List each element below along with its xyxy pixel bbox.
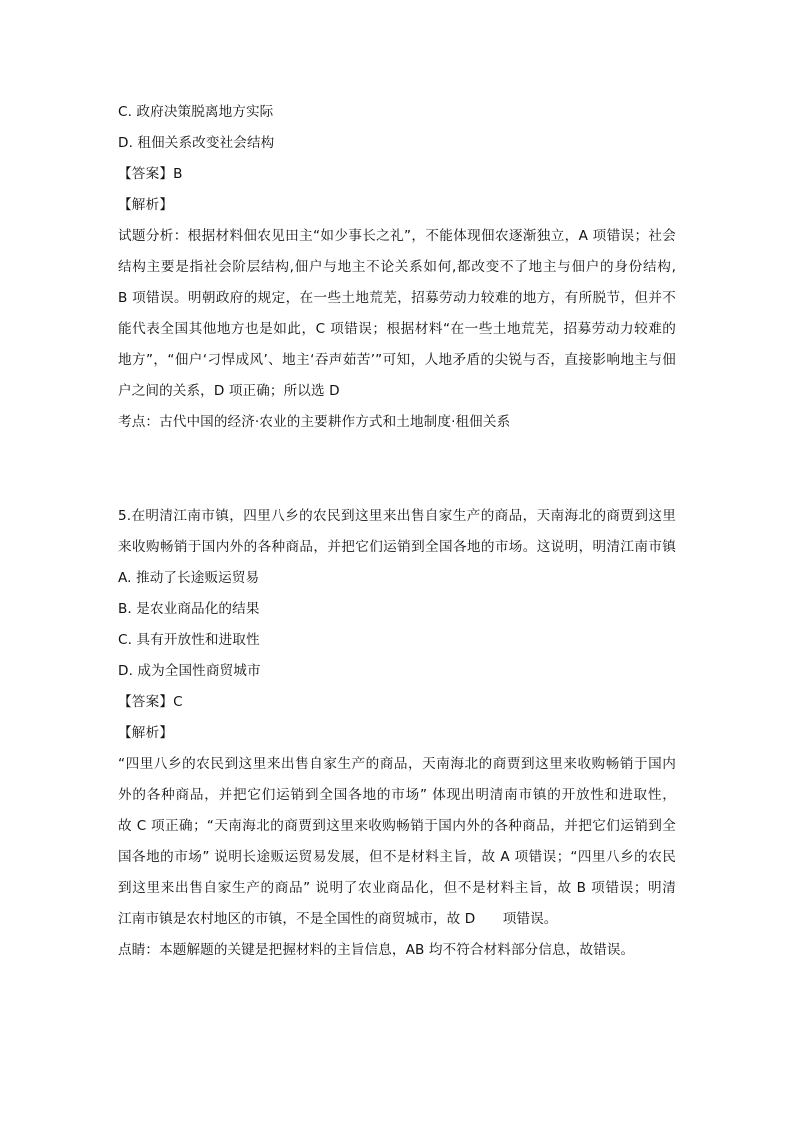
q4-analysis-line: 结构主要是指社会阶层结构,佃户与地主不论关系如何,都改变不了地主与佃户的身份结构, xyxy=(118,259,676,275)
q5-answer: 【答案】C xyxy=(118,694,183,710)
q4-analysis-line: 能代表全国其他地方也是如此，C 项错误；根据材料“在一些土地荒芜，招募劳动力较难的 xyxy=(118,321,676,337)
q5-analysis-line: “四里八乡的农民到这里来出售自家生产的商品，天南海北的商贾到这里来收购畅销于国内 xyxy=(118,756,676,772)
q5-tip: 点睛：本题解题的关键是把握材料的主旨信息，AB 均不符合材料部分信息，故错误。 xyxy=(118,942,635,958)
q5-option-a: A. 推动了长途贩运贸易 xyxy=(118,570,260,586)
q5-analysis-line: 江南市镇是农村地区的市镇，不是全国性的商贸城市，故 D 项错误。 xyxy=(118,911,558,927)
q5-analysis-line: 外的各种商品，并把它们运销到全国各地的市场” 体现出明清南市镇的开放性和进取性， xyxy=(118,787,676,803)
q5-option-b: B. 是农业商品化的结果 xyxy=(118,601,260,617)
q5-analysis-heading: 【解析】 xyxy=(118,725,174,741)
q4-analysis-line: 户之间的关系，D 项正确；所以选 D xyxy=(118,383,340,399)
q5-stem-line: 5.在明清江南市镇，四里八乡的农民到这里来出售自家生产的商品，天南海北的商贾到这里 xyxy=(118,508,676,524)
q4-analysis-heading: 【解析】 xyxy=(118,197,174,213)
q4-keypoint: 考点：古代中国的经济·农业的主要耕作方式和土地制度·租佃关系 xyxy=(118,414,511,430)
q4-analysis-line: 地方”，“佃户‘刁悍成风’、地主‘吞声茹苦’”可知，人地矛盾的尖锐与否，直接影响地主与佃 xyxy=(118,352,676,368)
q5-option-d: D. 成为全国性商贸城市 xyxy=(118,663,261,679)
q5-analysis-line: 国各地的市场” 说明长途贩运贸易发展，但不是材料主旨，故 A 项错误；“四里八乡的农民 xyxy=(118,849,676,865)
q4-option-d: D. 租佃关系改变社会结构 xyxy=(118,135,275,151)
q4-option-c: C. 政府决策脱离地方实际 xyxy=(118,104,274,120)
q5-option-c: C. 具有开放性和进取性 xyxy=(118,632,260,648)
q5-analysis-line: 故 C 项正确；“天南海北的商贾到这里来收购畅销于国内外的各种商品，并把它们运销到全 xyxy=(118,818,676,834)
q5-analysis-line: 到这里来出售自家生产的商品” 说明了农业商品化，但不是材料主旨，故 B 项错误；明清 xyxy=(118,880,676,896)
q4-answer: 【答案】B xyxy=(118,166,183,182)
q4-analysis-line: B 项错误。明朝政府的规定，在一些土地荒芜，招募劳动力较难的地方，有所脱节，但并不 xyxy=(118,290,676,306)
q4-analysis-line: 试题分析：根据材料佃农见田主“如少事长之礼”，不能体现佃农逐渐独立，A 项错误；社会 xyxy=(118,228,676,244)
q5-stem-line: 来收购畅销于国内外的各种商品，并把它们运销到全国各地的市场。这说明，明清江南市镇 xyxy=(118,539,676,555)
